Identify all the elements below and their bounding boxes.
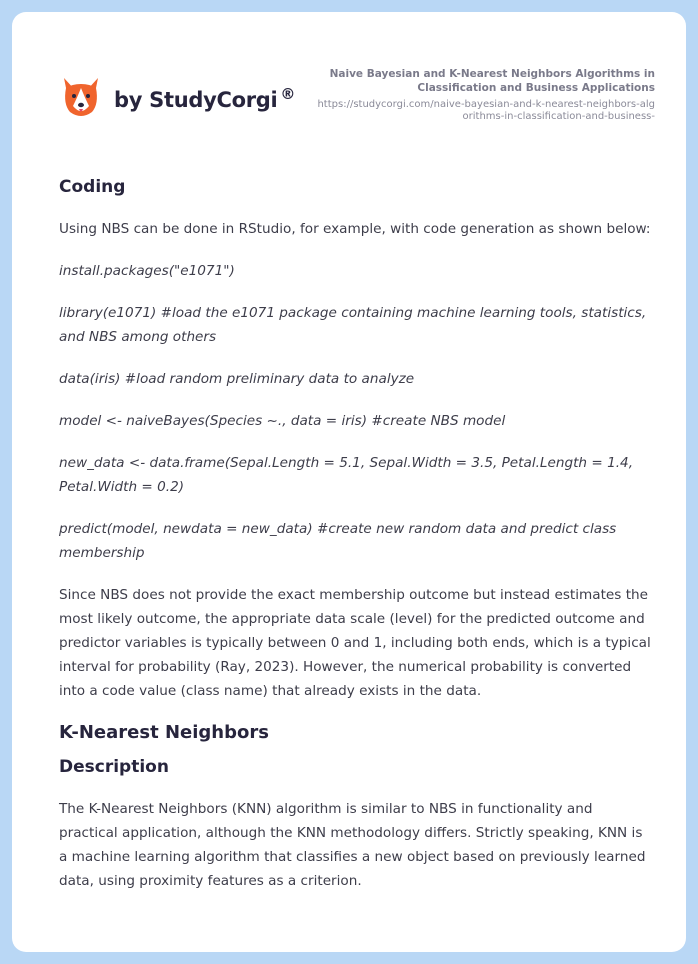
nbs-paragraph: Since NBS does not provide the exact membership outcome but instead estimates the most likely outcome, the appropriate data scale (level) for the predicted outcome and predictor variables is typically between 0 and 1, including both ends, which is a typical interval for probability (Ray, 2023). However, the numerical probability is converted into a code value (class name) that already exists in the data. [59, 587, 651, 699]
code-line: predict(model, newdata = new_data) #create new random data and predict class membership [59, 521, 617, 561]
registered-mark: ® [280, 84, 296, 103]
section-heading-coding: Coding [59, 177, 126, 197]
intro-paragraph: Using NBS can be done in RStudio, for example, with code generation as shown below: [59, 221, 651, 237]
code-line: library(e1071) #load the e1071 package containing machine learning tools, statistics, and NBS among others [59, 305, 647, 345]
document-url[interactable]: https://studycorgi.com/naive-bayesian-and-k-nearest-neighbors-algorithms-in-classification-and-business- [317, 99, 655, 122]
document-page [12, 12, 686, 952]
corgi-icon [60, 76, 102, 120]
section-heading-knn: K-Nearest Neighbors [59, 722, 269, 743]
code-line: model <- naiveBayes(Species ~., data = iris) #create NBS model [59, 413, 506, 429]
subsection-heading-description: Description [59, 757, 169, 777]
code-line: install.packages("e1071") [59, 263, 235, 279]
studycorgi-logo[interactable] [60, 76, 295, 120]
brand-name: by StudyCorgi ® [114, 84, 296, 112]
document-title: Naive Bayesian and K-Nearest Neighbors Algorithms in Classification and Business Applications [329, 68, 655, 94]
knn-paragraph: The K-Nearest Neighbors (KNN) algorithm is similar to NBS in functionality and practical application, although the KNN methodology differs. Strictly speaking, KNN is a machine learning algorithm that classifies a new object based on previously learned data, using proximity features as a criterion. [59, 801, 646, 889]
code-line: data(iris) #load random preliminary data to analyze [59, 371, 415, 387]
code-line: new_data <- data.frame(Sepal.Length = 5.1, Sepal.Width = 3.5, Petal.Length = 1.4, Petal.Width = 0.2) [59, 455, 634, 495]
document-header [315, 67, 655, 123]
document-body [59, 176, 655, 911]
